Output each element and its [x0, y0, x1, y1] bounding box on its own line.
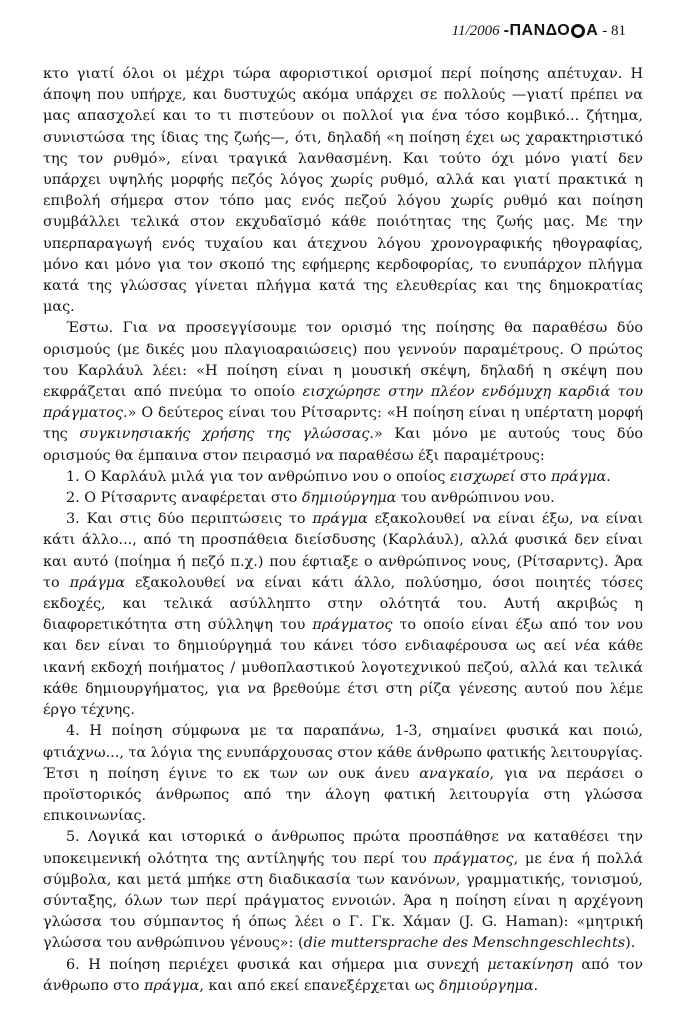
- emphasis-text: πράγμα: [312, 511, 368, 528]
- list-item: [43, 827, 643, 954]
- list-item: [43, 509, 643, 721]
- text-run: ).: [625, 935, 636, 952]
- emphasis-text: πράγμα: [550, 468, 607, 485]
- text-run: 1. Ο Καρλάυλ μιλά για τον ανθρώπινο νου ο οποίος: [66, 468, 450, 485]
- text-run: στο: [515, 468, 551, 485]
- text-run: Έστω. Για να προσεγγίσουμε τον ορισμό της ποίησης θα παραθέσω δύο ορισμούς (με δικές μου πλαγιοαραιώσεις) που γεννούν παραμέτρους. Ο πρώτος του Καρλάυλ λέει: «Η ποίηση είναι η μουσική σκέψη, δηλαδή η σκέψη που εκφράζεται από πνεύμα το οποίο: [43, 320, 643, 401]
- list-item: [43, 721, 643, 827]
- text-run: , με ένα ή πολλά σύμβολα, και μετά μπήκε στη διαδικασία των κανόνων, γραμματικής, τονισμού, σύνταξης, όλων των περί πράγματος εννοιών. Άρα η ποίηση είναι η αρχέγονη γλώσσα του σύμπαντος ή όπως λέει ο Γ. Γκ. Χάμαν (J. G. Haman): «μητρική γλώσσα του ανθρώπινου γένους»: (: [43, 850, 643, 952]
- text-run: του ανθρώπινου νου.: [396, 490, 555, 507]
- text-run: κτο γιατί όλοι οι μέχρι τώρα αφοριστικοί ορισμοί περί ποίησης απέτυχαν. Η άποψη που υπήρχε, και δυστυχώς ακόμα υπάρχει σε πολλούς —γιατί πρέπει να μας απασχολεί και το τι πιστεύουν οι πολλοί για ένα τόσο κομβικό... ζήτημα, συνιστώσα της ίδιας της ζωής—, ότι, δηλαδή «η ποίηση έχει ως χαρακτηριστικό της τον ρυθμό», είναι τραγικά λανθασμένη. Και τούτο όχι μόνο γιατί δεν υπάρχει υψηλής μορφής πεζός λόγος χωρίς ρυθμό, αλλά και γιατί πρακτικά η επιβολή σήμερα στον τόπο μας ενός πεζού λόγου χωρίς ρυθμό και ποίηση συμβάλλει τελικά στον εκχυδαϊσμό κάθε ποιότητας της ζωής μας. Με την υπερπαραγωγή ενός τυχαίου και άτεχνου λόγου χρονογραφικής ηθογραφίας, μόνο και μόνο για τον σκοπό της εφήμερης κερδοφορίας, το ενυπάρχον πλήγμα κατά της γλώσσας γίνεται πλήγμα κατά της ελευθερίας και της δημοκρατίας μας.: [43, 66, 643, 316]
- text-run: 3. Και στις δύο περιπτώσεις το: [66, 511, 313, 528]
- text-run: 4. Η ποίηση σύμφωνα με τα παραπάνω, 1-3, σημαίνει φυσικά και ποιώ, φτιάχνω..., τα λόγια της ενυπάρχουσας στον κάθε άνθρωπο φατικής λειτουργίας. Έτσι η ποίηση έγινε το εκ των ων ουκ άνευ: [43, 723, 643, 782]
- emphasis-text: εισχωρεί: [449, 468, 516, 485]
- paragraph: [43, 318, 643, 466]
- magazine-title-suffix: Α: [586, 22, 599, 39]
- text-run: 6. Η ποίηση περιέχει φυσικά και σήμερα μια συνεχή: [66, 956, 488, 973]
- list-item: [43, 488, 643, 509]
- text-run: .: [606, 468, 611, 485]
- text-run: εξακολουθεί να είναι κάτι άλλο, πολύσημο, όσοι ποιητές τόσες εκδοχές, και τελικά ασύλληπτο στην ολότητά του. Αυτή ακριβώς η διαφορετικότητα στη σύλληψη του: [43, 574, 644, 634]
- text-run: το οποίο είναι έξω από τον νου και δεν είναι το δημιούργημά του κάνει τόσο ενδιαφέρουσα ως αεί νέα κάθε ικανή εκδοχή ποιήματος / μυθοπλαστικού λογοτεχνικού πεζού, αλλά και τελικά κάθε δημιουργήματος, για να βρεθούμε έτσι στη ρίζα γένεσης αυτού που λέμε έργο τέχνης.: [43, 617, 643, 719]
- emphasis-text: die muttersprache des Menschngeschlechts: [303, 935, 626, 952]
- text-run: , για να περάσει ο προϊστορικός άνθρωπος από την άλογη φατική λειτουργία στη γλώσσα επικοινωνίας.: [43, 765, 643, 825]
- paragraph: [43, 64, 643, 318]
- issue-date: 11/2006: [451, 22, 500, 39]
- text-run: εξακολουθεί να είναι έξω, να είναι κάτι άλλο..., από τη προσπάθεια διείσδυσης (Καρλάυλ), αλλά φυσικά δεν είναι και αυτό (ποίημα ή πεζό π.χ.) που έφτιαξε ο ανθρώπινος νους, (Ρίτσαρντς). Άρα το: [43, 511, 643, 591]
- magazine-title: [504, 22, 599, 40]
- article-body: [43, 64, 643, 997]
- emphasis-text: πράγμα: [69, 574, 125, 591]
- emphasis-text: δημιούργημα: [439, 977, 534, 994]
- emphasis-text: πράγματος: [312, 617, 393, 634]
- emphasis-text: αναγκαίο: [419, 765, 490, 782]
- text-run: .: [533, 977, 539, 994]
- text-run: από τον άνθρωπο στο: [43, 956, 643, 994]
- text-run: , και από εκεί επανεξέρχεται ως: [199, 977, 440, 994]
- emphasis-text: μετακίνηση: [487, 956, 573, 973]
- text-run: 5. Λογικά και ιστορικά ο άνθρωπος πρώτα προσπάθησε να καταθέσει την υποκειμενική ολότητα της αντίληψής του περί του: [43, 829, 643, 867]
- emphasis-text: εισχώρησε στην πλέον ενδόμυχη καρδιά του πράγματος: [43, 384, 643, 422]
- text-run: 2. Ο Ρίτσαρντς αναφέρεται στο: [66, 490, 302, 507]
- page-header: [452, 22, 626, 40]
- emphasis-text: πράγμα: [144, 977, 200, 994]
- list-item: [43, 955, 643, 997]
- page-number: - 81: [602, 22, 626, 39]
- emphasis-text: συγκινησιακής χρήσης της γλώσσας: [79, 426, 370, 443]
- magazine-title-prefix: -ΠΑΝΔΟ: [503, 22, 571, 39]
- text-run: .» Ο δεύτερος είναι του Ρίτσαρντς: «Η ποίηση είναι η υπέρτατη μορφή της: [43, 405, 643, 443]
- emphasis-text: πράγματος: [433, 850, 514, 867]
- emphasis-text: δημιούργημα: [301, 490, 397, 507]
- list-item: [43, 467, 643, 488]
- magazine-logo-icon: [571, 24, 585, 38]
- text-run: .» Και μόνο με αυτούς τους δύο ορισμούς θα έμπαινα στον πειρασμό να παραθέσω έξι παραμέτρους:: [43, 426, 643, 464]
